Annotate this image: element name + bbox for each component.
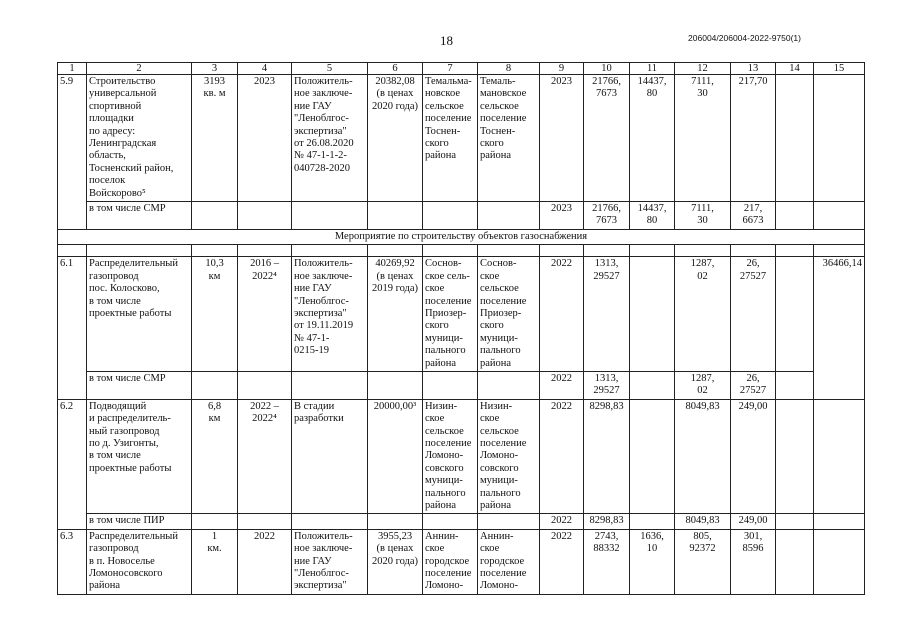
row-number: 6.3 [58, 529, 87, 594]
customer: Низин- ское сельское поселение Ломоно- совского муници- пального района [478, 399, 540, 514]
financing-year: 2022 [540, 371, 584, 399]
column-header: 13 [731, 63, 776, 75]
financing-year: 2022 [540, 514, 584, 529]
estimated-cost: 20382,08 (в ценах 2020 года) [368, 75, 423, 202]
local-amount: 249,00 [731, 514, 776, 529]
column-15-cell [814, 529, 865, 594]
table-row [58, 75, 865, 202]
document-code: 206004/206004-2022-9750(1) [688, 33, 801, 43]
regional-amount: 7111, 30 [675, 75, 731, 202]
capacity: 1 км. [192, 529, 238, 594]
local-amount: 26, 27527 [731, 257, 776, 372]
column-header: 3 [192, 63, 238, 75]
customer: Соснов- ское сельское поселение Приозер- ского муници- пального района [478, 257, 540, 372]
construction-years: 2022 – 2022⁴ [238, 399, 292, 514]
financing-year: 2022 [540, 529, 584, 594]
total-amount: 21766, 7673 [584, 75, 630, 202]
local-amount: 249,00 [731, 399, 776, 514]
object-name: Строительство универсальной спортивной площадки по адресу: Ленинградская область, Тосненский район, поселок Войскорово⁵ [87, 75, 192, 202]
object-name: Подводящий и распределитель- ный газопровод по д. Узигонты, в том числе проектные работы [87, 399, 192, 514]
object-name: Распределительный газопровод пос. Колосково, в том числе проектные работы [87, 257, 192, 372]
total-amount: 21766, 7673 [584, 202, 630, 230]
total-amount: 8298,83 [584, 399, 630, 514]
column-header: 9 [540, 63, 584, 75]
federal-amount: 1636, 10 [630, 529, 675, 594]
estimated-cost: 40269,92 (в ценах 2019 года) [368, 257, 423, 372]
regional-amount: 1287, 02 [675, 371, 731, 399]
subrow-label: в том числе ПИР [87, 514, 192, 529]
object-name: Распределительный газопровод в п. Новоселье Ломоносовского района [87, 529, 192, 594]
subrow-label: в том числе СМР [87, 202, 192, 230]
financing-year: 2023 [540, 202, 584, 230]
federal-amount [630, 399, 675, 514]
table-row [58, 514, 865, 529]
municipality: Низин- ское сельское поселение Ломоно- совского муници- пального района [423, 399, 478, 514]
municipality: Темальма- новское сельское поселение Тоснен- ского района [423, 75, 478, 202]
section-title: Мероприятие по строительству объектов газоснабжения [58, 229, 865, 244]
financing-year: 2022 [540, 257, 584, 372]
customer: Темаль- мановское сельское поселение Тоснен- ского района [478, 75, 540, 202]
column-14-cell [776, 529, 814, 594]
municipality: Аннин- ское городское поселение Ломоно- [423, 529, 478, 594]
table-row [58, 371, 865, 399]
expert-conclusion: В стадии разработки [292, 399, 368, 514]
financing-year: 2023 [540, 75, 584, 202]
column-15-cell [814, 75, 865, 202]
regional-amount: 805, 92372 [675, 529, 731, 594]
federal-amount: 14437, 80 [630, 75, 675, 202]
row-number: 6.1 [58, 257, 87, 399]
table-row [58, 529, 865, 594]
column-header: 7 [423, 63, 478, 75]
page-number: 18 [440, 33, 453, 48]
table-row [58, 202, 865, 230]
expert-conclusion: Положитель- ное заключе- ние ГАУ "Леноблгос- экспертиза" [292, 529, 368, 594]
table-row [58, 257, 865, 372]
program-table [57, 62, 865, 595]
table-row [58, 399, 865, 514]
construction-years: 2016 – 2022⁴ [238, 257, 292, 372]
federal-amount [630, 257, 675, 372]
capacity: 10,3 км [192, 257, 238, 372]
federal-amount: 14437, 80 [630, 202, 675, 230]
column-header: 8 [478, 63, 540, 75]
expert-conclusion: Положитель- ное заключе- ние ГАУ "Леноблгос- экспертиза" от 19.11.2019 № 47-1- 0215-19 [292, 257, 368, 372]
total-amount: 1313, 29527 [584, 257, 630, 372]
column-header: 1 [58, 63, 87, 75]
financing-year: 2022 [540, 399, 584, 514]
column-header: 2 [87, 63, 192, 75]
section-row [58, 229, 865, 244]
column-header: 12 [675, 63, 731, 75]
column-header: 11 [630, 63, 675, 75]
local-amount: 26, 27527 [731, 371, 776, 399]
total-amount: 2743, 88332 [584, 529, 630, 594]
column-14-cell [776, 75, 814, 202]
regional-amount: 8049,83 [675, 514, 731, 529]
column-14-cell [776, 257, 814, 372]
estimated-cost: 20000,00³ [368, 399, 423, 514]
column-header: 4 [238, 63, 292, 75]
row-number: 6.2 [58, 399, 87, 529]
column-15-cell [814, 399, 865, 514]
construction-years: 2022 [238, 529, 292, 594]
column-header: 10 [584, 63, 630, 75]
column-header: 6 [368, 63, 423, 75]
local-amount: 301, 8596 [731, 529, 776, 594]
capacity: 6,8 км [192, 399, 238, 514]
column-15-value: 36466,14 [814, 257, 865, 399]
regional-amount: 1287, 02 [675, 257, 731, 372]
local-amount: 217, 6673 [731, 202, 776, 230]
municipality: Соснов- ское сель- ское поселение Приозер- ского муници- пального района [423, 257, 478, 372]
customer: Аннин- ское городское поселение Ломоно- [478, 529, 540, 594]
regional-amount: 7111, 30 [675, 202, 731, 230]
expert-conclusion: Положитель- ное заключе- ние ГАУ "Леноблгос- экспертиза" от 26.08.2020 № 47-1-1-2- 040728-2020 [292, 75, 368, 202]
row-number: 5.9 [58, 75, 87, 230]
column-header: 5 [292, 63, 368, 75]
header-row [58, 63, 865, 75]
column-header: 14 [776, 63, 814, 75]
construction-years: 2023 [238, 75, 292, 202]
total-amount: 8298,83 [584, 514, 630, 529]
column-14-cell [776, 399, 814, 514]
estimated-cost: 3955,23 (в ценах 2020 года) [368, 529, 423, 594]
spacer-row [58, 245, 865, 257]
local-amount: 217,70 [731, 75, 776, 202]
subrow-label: в том числе СМР [87, 371, 192, 399]
total-amount: 1313, 29527 [584, 371, 630, 399]
regional-amount: 8049,83 [675, 399, 731, 514]
capacity: 3193 кв. м [192, 75, 238, 202]
column-header: 15 [814, 63, 865, 75]
